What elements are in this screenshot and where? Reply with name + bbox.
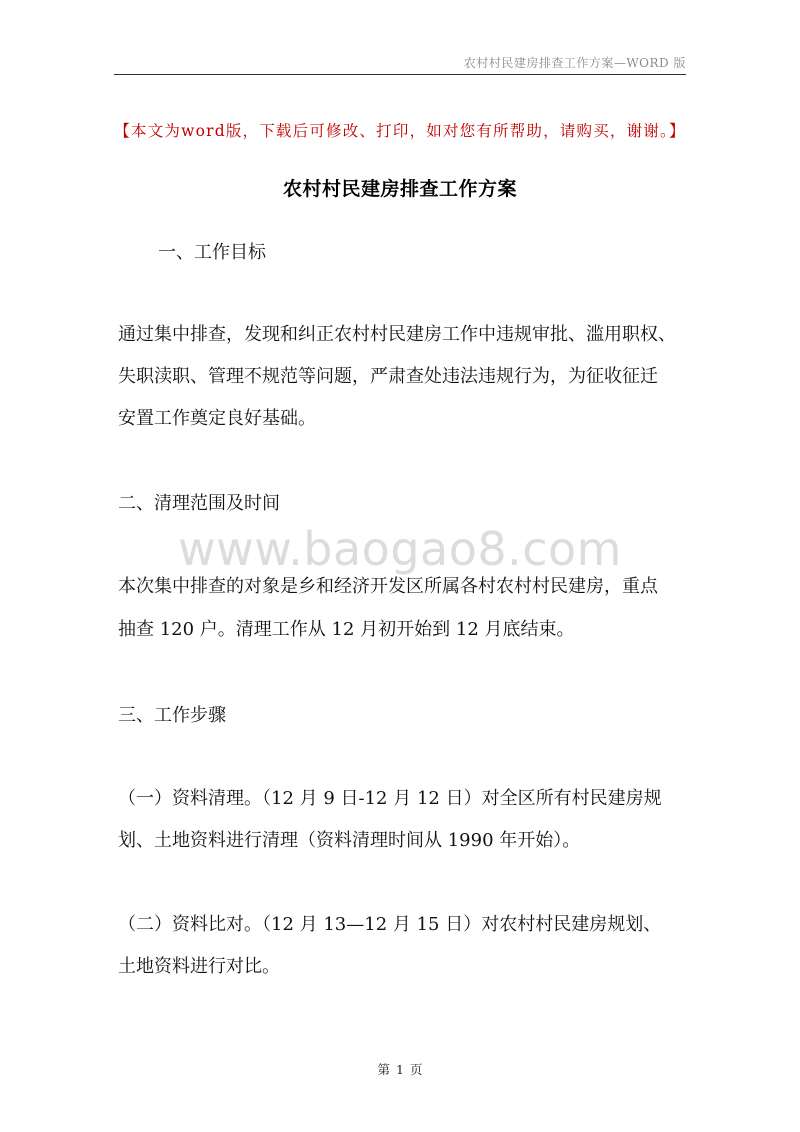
watermark: www.baogao8.com <box>178 522 622 576</box>
paragraph-line: 本次集中排查的对象是乡和经济开发区所属各村农村村民建房，重点 <box>118 576 658 597</box>
section-heading-steps: 三、工作步骤 <box>118 705 226 726</box>
header-divider <box>114 74 686 75</box>
paragraph-line: 安置工作奠定良好基础。 <box>118 408 316 429</box>
page-number: 1 <box>396 1062 404 1077</box>
section-heading-goals: 一、工作目标 <box>158 242 266 263</box>
running-header: 农村村民建房排查工作方案—WORD 版 <box>463 56 686 70</box>
footer-suffix: 页 <box>409 1062 423 1077</box>
paragraph-line: （二）资料比对。（12 月 13—12 月 15 日）对农村村民建房规划、 <box>118 914 662 935</box>
paragraph-line: 通过集中排查，发现和纠正农村村民建房工作中违规审批、滥用职权、 <box>118 324 676 345</box>
footer-prefix: 第 <box>377 1062 391 1077</box>
word-version-notice: 【本文为word版，下载后可修改、打印，如对您有所帮助，请购买，谢谢。】 <box>114 122 686 140</box>
document-title: 农村村民建房排查工作方案 <box>282 178 517 200</box>
paragraph-line: 失职渎职、管理不规范等问题，严肃查处违法违规行为，为征收征迁 <box>118 366 658 387</box>
section-heading-scope: 二、清理范围及时间 <box>118 493 280 514</box>
paragraph-line: 抽查 120 户。清理工作从 12 月初开始到 12 月底结束。 <box>118 619 575 640</box>
paragraph-line: 划、土地资料进行清理（资料清理时间从 1990 年开始）。 <box>118 830 581 851</box>
paragraph-line: 土地资料进行对比。 <box>118 956 280 977</box>
paragraph-line: （一）资料清理。（12 月 9 日-12 月 12 日）对全区所有村民建房规 <box>118 788 662 809</box>
page-footer <box>0 1060 800 1078</box>
